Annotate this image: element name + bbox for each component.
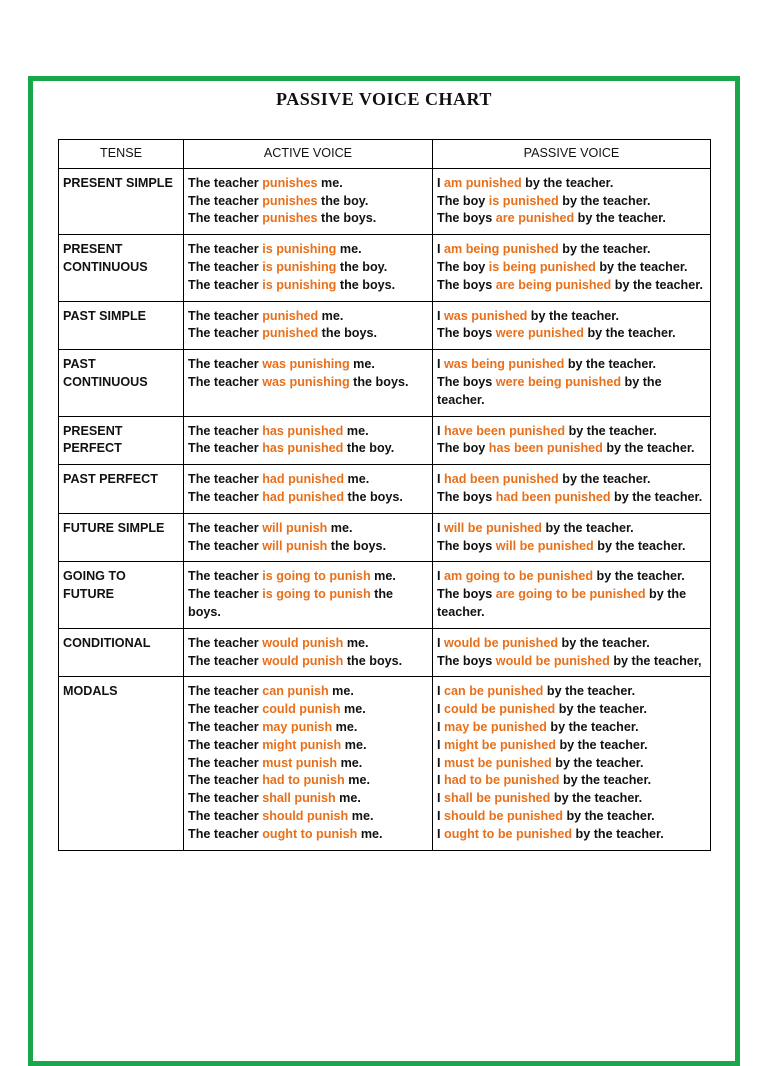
sentence-fragment: me. [349, 357, 375, 372]
verb-highlight: am going to be punished [444, 569, 594, 584]
sentence-fragment: The teacher [188, 737, 263, 752]
passive-sentence [437, 683, 706, 701]
sentence-fragment: I [437, 684, 444, 699]
sentence-fragment: The teacher [188, 259, 263, 274]
header-passive-voice: PASSIVE VOICE [433, 140, 711, 169]
verb-highlight: is punishing [262, 242, 337, 257]
sentence-fragment: The teacher [188, 702, 263, 717]
tense-cell [59, 235, 184, 301]
verb-highlight: punishes [262, 193, 318, 208]
table-row [59, 350, 711, 416]
passive-sentence [437, 808, 706, 826]
sentence-fragment: The teacher [188, 684, 263, 699]
passive-sentence [437, 308, 706, 326]
sentence-fragment: me. [344, 773, 370, 788]
sentence-fragment: by the teacher. [558, 635, 650, 650]
verb-highlight: shall be punished [444, 791, 551, 806]
sentence-fragment: me. [344, 472, 370, 487]
tense-cell [59, 416, 184, 465]
passive-sentence [437, 175, 706, 193]
tense-label: CONTINUOUS [63, 259, 148, 274]
passive-sentence [437, 356, 706, 374]
table-row [59, 562, 711, 628]
verb-highlight: might be punished [444, 737, 556, 752]
active-voice-cell [184, 513, 433, 562]
active-voice-cell [184, 416, 433, 465]
sentence-fragment: I [437, 719, 444, 734]
sentence-fragment: me. [348, 808, 374, 823]
tense-label: FUTURE SIMPLE [63, 520, 165, 535]
verb-highlight: has punished [262, 441, 344, 456]
active-sentence [188, 259, 428, 277]
sentence-fragment: by the teacher. [611, 277, 703, 292]
passive-sentence [437, 277, 706, 295]
passive-voice-cell [433, 562, 711, 628]
passive-voice-cell [433, 677, 711, 850]
sentence-fragment: the boys. [318, 326, 377, 341]
active-sentence [188, 471, 428, 489]
passive-sentence [437, 538, 706, 556]
verb-highlight: is punishing [262, 277, 337, 292]
sentence-fragment: by the teacher. [437, 587, 687, 619]
sentence-fragment: by the teacher. [543, 684, 636, 699]
verb-highlight: were being punished [495, 374, 622, 389]
active-sentence [188, 489, 428, 507]
sentence-fragment: The teacher [188, 569, 263, 584]
sentence-fragment: I [437, 520, 444, 535]
active-sentence [188, 719, 428, 737]
verb-highlight: had punished [262, 472, 345, 487]
verb-highlight: can be punished [444, 684, 544, 699]
sentence-fragment: The teacher [188, 357, 263, 372]
verb-highlight: shall punish [262, 791, 336, 806]
tense-label: PRESENT [63, 242, 123, 257]
verb-highlight: would be punished [444, 635, 559, 650]
sentence-fragment: I [437, 773, 444, 788]
active-sentence [188, 374, 428, 392]
passive-voice-cell [433, 301, 711, 350]
table-row [59, 301, 711, 350]
verb-highlight: am punished [444, 175, 522, 190]
passive-sentence [437, 701, 706, 719]
tense-label: PAST PERFECT [63, 472, 158, 487]
active-sentence [188, 520, 428, 538]
sentence-fragment: The boys [437, 374, 496, 389]
passive-sentence [437, 520, 706, 538]
tense-cell [59, 628, 184, 677]
active-sentence [188, 308, 428, 326]
tense-label: MODALS [63, 684, 118, 699]
table-row [59, 677, 711, 850]
verb-highlight: will be punished [444, 520, 542, 535]
active-voice-cell [184, 350, 433, 416]
sentence-fragment: The boys [437, 211, 496, 226]
verb-highlight: have been punished [444, 423, 566, 438]
verb-highlight: could be punished [444, 702, 556, 717]
sentence-fragment: by the teacher. [565, 423, 657, 438]
verb-highlight: was punished [444, 308, 528, 323]
sentence-fragment: The teacher [188, 755, 263, 770]
table-row [59, 628, 711, 677]
active-voice-cell [184, 168, 433, 234]
table-row [59, 235, 711, 301]
passive-sentence [437, 790, 706, 808]
verb-highlight: were punished [495, 326, 584, 341]
verb-highlight: punished [262, 308, 319, 323]
tense-label: CONDITIONAL [63, 635, 151, 650]
sentence-fragment: by the teacher, [609, 653, 702, 668]
sentence-fragment: I [437, 357, 444, 372]
verb-highlight: ought to be punished [444, 826, 573, 841]
passive-sentence [437, 325, 706, 343]
passive-sentence [437, 653, 706, 671]
passive-voice-cell [433, 416, 711, 465]
sentence-fragment: the boys. [317, 211, 377, 226]
sentence-fragment: The teacher [188, 719, 263, 734]
sentence-fragment: by the teacher. [555, 737, 648, 752]
passive-sentence [437, 586, 706, 622]
verb-highlight: are being punished [495, 277, 612, 292]
verb-highlight: might punish [262, 737, 342, 752]
active-sentence [188, 210, 428, 228]
active-sentence [188, 755, 428, 773]
sentence-fragment: by the teacher. [555, 702, 647, 717]
sentence-fragment: by the teacher. [574, 211, 666, 226]
sentence-fragment: The teacher [188, 538, 263, 553]
verb-highlight: punishes [262, 175, 318, 190]
active-sentence [188, 701, 428, 719]
active-sentence [188, 772, 428, 790]
sentence-fragment: The teacher [188, 653, 263, 668]
sentence-fragment: me. [317, 175, 343, 190]
sentence-fragment: The boys [437, 326, 496, 341]
sentence-fragment: I [437, 702, 444, 717]
active-voice-cell [184, 677, 433, 850]
header-tense: TENSE [59, 140, 184, 169]
sentence-fragment: by the teacher. [602, 441, 695, 456]
sentence-fragment: by the teacher. [546, 719, 639, 734]
tense-label: PAST [63, 357, 96, 372]
tense-label: FUTURE [63, 587, 115, 602]
sentence-fragment: me. [340, 702, 366, 717]
sentence-fragment: The teacher [188, 826, 263, 841]
passive-sentence [437, 737, 706, 755]
tense-cell [59, 350, 184, 416]
verb-highlight: are going to be punished [495, 587, 646, 602]
verb-highlight: punishes [262, 211, 318, 226]
sentence-fragment: the boy. [343, 441, 395, 456]
sentence-fragment: The boys [437, 538, 496, 553]
table-row [59, 168, 711, 234]
sentence-fragment: I [437, 755, 444, 770]
verb-highlight: could punish [262, 702, 341, 717]
tense-cell [59, 562, 184, 628]
sentence-fragment: by the teacher. [558, 193, 651, 208]
verb-highlight: are punished [495, 211, 575, 226]
sentence-fragment: by the teacher. [527, 308, 619, 323]
sentence-fragment: me. [328, 684, 354, 699]
tense-label: CONTINUOUS [63, 374, 148, 389]
sentence-fragment: The boys [437, 489, 496, 504]
sentence-fragment: me. [318, 308, 344, 323]
verb-highlight: is punished [488, 193, 559, 208]
sentence-fragment: me. [343, 635, 369, 650]
sentence-fragment: I [437, 472, 444, 487]
passive-sentence [437, 193, 706, 211]
tense-label: PRESENT [63, 423, 123, 438]
sentence-fragment: me. [370, 569, 396, 584]
sentence-fragment: me. [343, 423, 369, 438]
sentence-fragment: The boy [437, 441, 489, 456]
sentence-fragment: The teacher [188, 193, 263, 208]
verb-highlight: will be punished [495, 538, 594, 553]
passive-sentence [437, 826, 706, 844]
verb-highlight: would punish [262, 635, 344, 650]
verb-highlight: must be punished [444, 755, 552, 770]
sentence-fragment: the boys. [327, 538, 387, 553]
passive-sentence [437, 210, 706, 228]
verb-highlight: had punished [262, 489, 345, 504]
verb-highlight: should punish [262, 808, 349, 823]
sentence-fragment: me. [337, 755, 363, 770]
passive-sentence [437, 489, 706, 507]
verb-highlight: has been punished [488, 441, 603, 456]
sentence-fragment: by the teacher. [595, 259, 688, 274]
sentence-fragment: The teacher [188, 277, 263, 292]
sentence-fragment: The boys [437, 653, 496, 668]
sentence-fragment: by the teacher. [541, 520, 634, 535]
tense-cell [59, 677, 184, 850]
verb-highlight: can punish [262, 684, 329, 699]
active-voice-cell [184, 301, 433, 350]
sentence-fragment: the boys. [336, 277, 396, 292]
tense-label: GOING TO [63, 569, 126, 584]
sentence-fragment: by the teacher. [558, 242, 651, 257]
sentence-fragment: I [437, 635, 444, 650]
verb-highlight: is going to punish [262, 569, 371, 584]
active-sentence [188, 683, 428, 701]
sentence-fragment: I [437, 569, 444, 584]
verb-highlight: was punishing [262, 357, 350, 372]
sentence-fragment: The teacher [188, 520, 263, 535]
table-row [59, 465, 711, 514]
passive-sentence [437, 241, 706, 259]
passive-sentence [437, 423, 706, 441]
active-sentence [188, 193, 428, 211]
sentence-fragment: The teacher [188, 423, 263, 438]
passive-sentence [437, 635, 706, 653]
sentence-fragment: the boy. [317, 193, 369, 208]
tense-label: PERFECT [63, 441, 122, 456]
verb-highlight: is being punished [488, 259, 596, 274]
active-sentence [188, 440, 428, 458]
sentence-fragment: the boys. [188, 587, 394, 619]
sentence-fragment: I [437, 175, 444, 190]
sentence-fragment: the boys. [349, 374, 409, 389]
sentence-fragment: by the teacher. [583, 326, 676, 341]
sentence-fragment: me. [357, 826, 383, 841]
sentence-fragment: The teacher [188, 472, 263, 487]
sentence-fragment: the boy. [336, 259, 388, 274]
active-sentence [188, 635, 428, 653]
verb-highlight: am being punished [444, 242, 559, 257]
sentence-fragment: by the teacher. [558, 472, 651, 487]
passive-voice-cell [433, 513, 711, 562]
sentence-fragment: by the teacher. [610, 489, 703, 504]
active-sentence [188, 808, 428, 826]
verb-highlight: may punish [262, 719, 333, 734]
sentence-fragment: by the teacher. [559, 773, 652, 788]
verb-highlight: would punish [262, 653, 344, 668]
sentence-fragment: The teacher [188, 211, 263, 226]
verb-highlight: must punish [262, 755, 338, 770]
sentence-fragment: The boys [437, 277, 496, 292]
passive-sentence [437, 259, 706, 277]
sentence-fragment: The teacher [188, 489, 263, 504]
table-row [59, 416, 711, 465]
sentence-fragment: The teacher [188, 791, 263, 806]
verb-highlight: will punish [262, 538, 328, 553]
sentence-fragment: The teacher [188, 441, 263, 456]
active-sentence [188, 175, 428, 193]
sentence-fragment: The teacher [188, 635, 263, 650]
active-sentence [188, 653, 428, 671]
sentence-fragment: The boy [437, 193, 489, 208]
sentence-fragment: The teacher [188, 808, 263, 823]
passive-voice-cell [433, 465, 711, 514]
table-row [59, 513, 711, 562]
sentence-fragment: me. [336, 242, 362, 257]
sentence-fragment: I [437, 308, 444, 323]
active-sentence [188, 568, 428, 586]
sentence-fragment: by the teacher. [572, 826, 664, 841]
active-sentence [188, 586, 428, 622]
verb-highlight: had to be punished [444, 773, 560, 788]
active-sentence [188, 538, 428, 556]
passive-sentence [437, 755, 706, 773]
verb-highlight: may be punished [444, 719, 547, 734]
verb-highlight: has punished [262, 423, 344, 438]
sentence-fragment: The teacher [188, 587, 263, 602]
verb-highlight: was being punished [444, 357, 565, 372]
sentence-fragment: by the teacher. [562, 808, 655, 823]
sentence-fragment: the boys. [344, 489, 403, 504]
sentence-fragment: me. [335, 791, 361, 806]
passive-voice-cell [433, 235, 711, 301]
passive-sentence [437, 568, 706, 586]
sentence-fragment: I [437, 737, 444, 752]
active-sentence [188, 790, 428, 808]
sentence-fragment: The boy [437, 259, 489, 274]
verb-highlight: was punishing [262, 374, 350, 389]
sentence-fragment: I [437, 808, 444, 823]
passive-voice-cell [433, 628, 711, 677]
passive-sentence [437, 772, 706, 790]
sentence-fragment: by the teacher. [437, 374, 662, 407]
passive-sentence [437, 374, 706, 410]
active-sentence [188, 325, 428, 343]
sentence-fragment: by the teacher. [593, 538, 686, 553]
sentence-fragment: I [437, 242, 444, 257]
sentence-fragment: I [437, 826, 444, 841]
tense-cell [59, 465, 184, 514]
chart-title: PASSIVE VOICE CHART [276, 89, 492, 109]
active-sentence [188, 277, 428, 295]
sentence-fragment: The teacher [188, 175, 263, 190]
sentence-fragment: The teacher [188, 242, 263, 257]
active-sentence [188, 356, 428, 374]
active-sentence [188, 826, 428, 844]
passive-sentence [437, 471, 706, 489]
sentence-fragment: me. [341, 737, 367, 752]
sentence-fragment: The teacher [188, 308, 263, 323]
verb-highlight: had been punished [495, 489, 611, 504]
verb-highlight: ought to punish [262, 826, 358, 841]
verb-highlight: had been punished [444, 472, 559, 487]
passive-voice-cell [433, 350, 711, 416]
header-row [59, 140, 711, 169]
verb-highlight: will punish [262, 520, 328, 535]
sentence-fragment: The teacher [188, 773, 263, 788]
tense-cell [59, 513, 184, 562]
active-sentence [188, 241, 428, 259]
sentence-fragment: The teacher [188, 326, 263, 341]
passive-voice-cell [433, 168, 711, 234]
passive-voice-table [58, 139, 711, 851]
verb-highlight: had to punish [262, 773, 345, 788]
active-sentence [188, 737, 428, 755]
active-voice-cell [184, 628, 433, 677]
verb-highlight: is going to punish [262, 587, 371, 602]
sentence-fragment: I [437, 791, 444, 806]
sentence-fragment: me. [332, 719, 358, 734]
sentence-fragment: me. [327, 520, 353, 535]
sentence-fragment: The teacher [188, 374, 263, 389]
sentence-fragment: by the teacher. [521, 175, 614, 190]
sentence-fragment: by the teacher. [551, 755, 644, 770]
verb-highlight: should be punished [444, 808, 563, 823]
tense-cell [59, 301, 184, 350]
active-voice-cell [184, 562, 433, 628]
sentence-fragment: by the teacher. [564, 357, 657, 372]
active-voice-cell [184, 465, 433, 514]
passive-sentence [437, 719, 706, 737]
sentence-fragment: by the teacher. [550, 791, 643, 806]
verb-highlight: punished [262, 326, 319, 341]
active-sentence [188, 423, 428, 441]
tense-cell [59, 168, 184, 234]
verb-highlight: is punishing [262, 259, 337, 274]
verb-highlight: would be punished [495, 653, 610, 668]
passive-sentence [437, 440, 706, 458]
tense-label: PRESENT SIMPLE [63, 175, 173, 190]
tense-label: PAST SIMPLE [63, 308, 147, 323]
active-voice-cell [184, 235, 433, 301]
sentence-fragment: The boys [437, 587, 496, 602]
sentence-fragment: I [437, 423, 444, 438]
sentence-fragment: the boys. [343, 653, 403, 668]
header-active-voice: ACTIVE VOICE [184, 140, 433, 169]
sentence-fragment: by the teacher. [593, 569, 685, 584]
